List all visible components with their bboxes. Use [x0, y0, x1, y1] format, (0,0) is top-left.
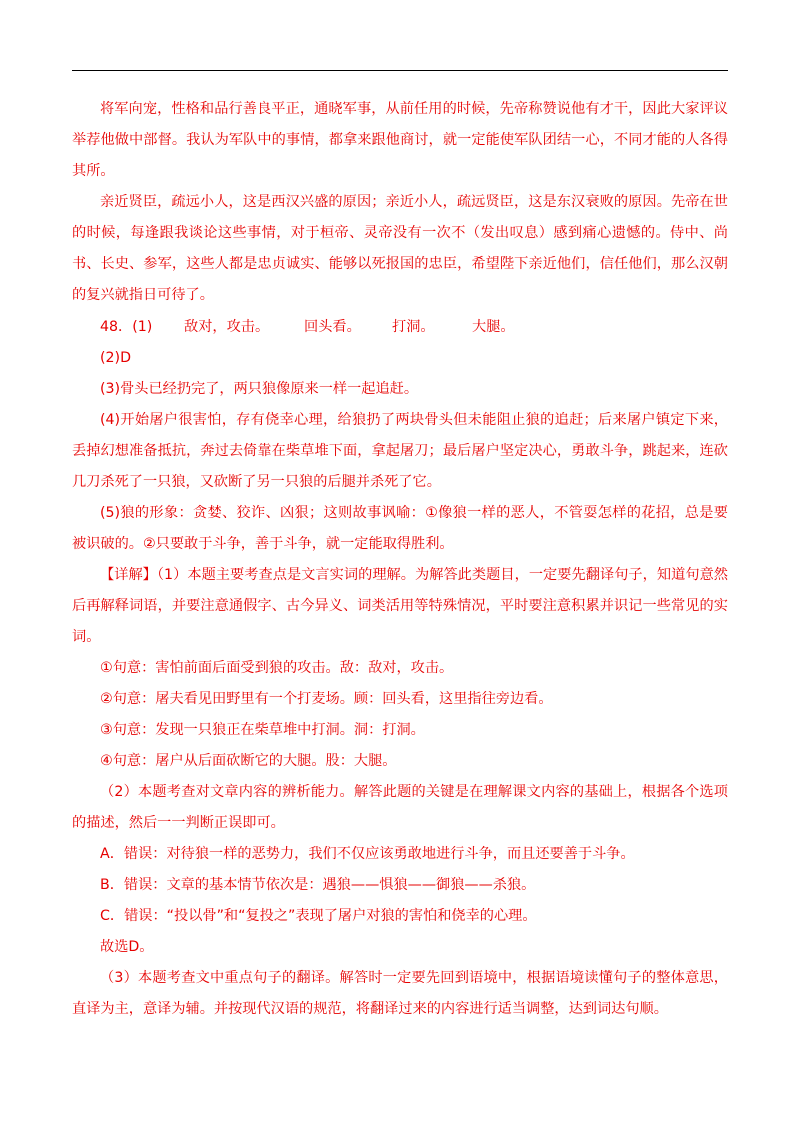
answer-4: 大腿。: [472, 319, 515, 335]
detail-sentence-1: ①句意：害怕前面后面受到狼的攻击。敌：敌对，攻击。: [100, 660, 454, 676]
detail-sentence-4: ④句意：屠户从后面砍断它的大腿。股：大腿。: [100, 753, 397, 769]
q48-part1-answers: [100, 312, 515, 343]
q48-part4-answer: (4)开始屠户很害怕，存有侥幸心理，给狼扔了两块骨头但未能阻止狼的追赶；后来屠户镇定下来，丢掉幻想准备抵抗，奔过去倚靠在柴草堆下面，拿起屠刀；最后屠户坚定决心，勇敢斗争，跳起来，连砍几刀杀死了一只狼，又砍断了另一只狼的后腿并杀死了它。: [72, 412, 728, 490]
q48-part3-answer: (3)骨头已经扔完了，两只狼像原来一样一起追赶。: [100, 381, 419, 397]
q48-part2-answer: (2)D: [100, 350, 132, 366]
answer-3: 打洞。: [392, 319, 435, 335]
detail-part2: （2）本题考查对文章内容的辨析能力。解答此题的关键是在理解课文内容的基础上，根据各个选项的描述，然后一一判断正误即可。: [72, 784, 728, 831]
answer-1: 敌对，攻击。: [184, 319, 270, 335]
answer-2: 回头看。: [304, 319, 361, 335]
detail-part3: （3）本题考查文中重点句子的翻译。解答时一定要先回到语境中，根据语境读懂句子的整体意思，直译为主，意译为辅。并按现代汉语的规范，将翻译过来的内容进行适当调整，达到词达句顺。: [72, 970, 728, 1017]
detail-sentence-2: ②句意：屠夫看见田野里有一个打麦场。顾：回头看，这里指往旁边看。: [100, 691, 553, 707]
q48-part5-answer: (5)狼的形象：贪婪、狡诈、凶狠；这则故事讽喻：①像狼一样的恶人，不管耍怎样的花招，总是要被识破的。②只要敢于斗争，善于斗争，就一定能取得胜利。: [72, 505, 728, 552]
option-a: A．错误：对待狼一样的恶势力，我们不仅应该勇敢地进行斗争，而且还要善于斗争。: [100, 846, 635, 862]
answer-choice: 故选D。: [100, 939, 154, 955]
header-rule: [72, 70, 728, 71]
detail-intro: 【详解】（1）本题主要考查点是文言实词的理解。为解答此类题目，一定要先翻译句子，知道句意然后再解释词语，并要注意通假字、古今异义、词类活用等特殊情况，平时要注意积累并识记一些常见的实词。: [72, 567, 728, 645]
option-c: C．错误：“投以骨”和“复投之”表现了屠户对狼的害怕和侥幸的心理。: [100, 908, 537, 924]
translation-paragraph-1: 将军向宠，性格和品行善良平正，通晓军事，从前任用的时候，先帝称赞说他有才干，因此大家评议举荐他做中部督。我认为军队中的事情，都拿来跟他商讨，就一定能使军队团结一心，不同才能的人各得其所。: [72, 101, 728, 179]
translation-paragraph-2: 亲近贤臣，疏远小人，这是西汉兴盛的原因；亲近小人，疏远贤臣，这是东汉衰败的原因。先帝在世的时候，每逢跟我谈论这些事情，对于桓帝、灵帝没有一次不（发出叹息）感到痛心遗憾的。侍中、尚书、长史、参军，这些人都是忠贞诚实、能够以死报国的忠臣，希望陛下亲近他们，信任他们，那么汉朝的复兴就指日可待了。: [72, 194, 728, 303]
detail-sentence-3: ③句意：发现一只狼正在柴草堆中打洞。洞：打洞。: [100, 722, 425, 738]
question-number: 48．(1): [100, 319, 153, 335]
option-b: B．错误：文章的基本情节依次是：遇狼——惧狼——御狼——杀狼。: [100, 877, 536, 893]
